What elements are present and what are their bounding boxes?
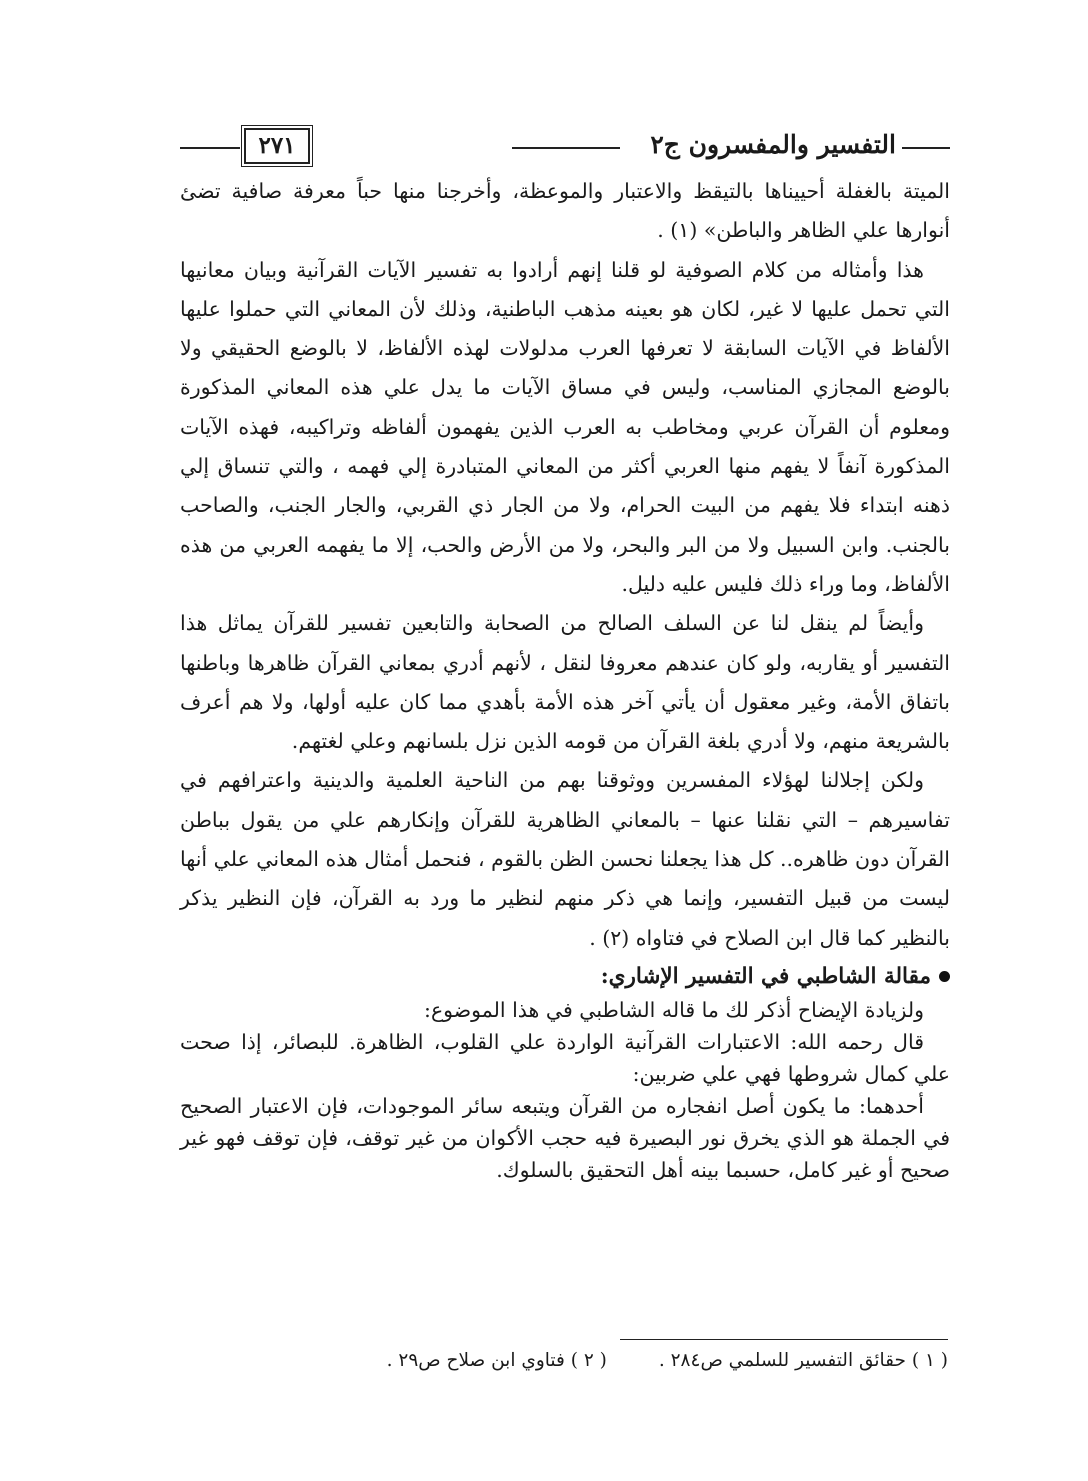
paragraph-first-type: أحدهما: ما يكون أصل انفجاره من القرآن ويتبعه سائر الموجودات، فإن الاعتبار الصحيح في الجملة هو الذي يخرق نور البصيرة فيه حجب الأكوان من غير توقف، فإن توقف فهو غير صحيح أو غير كامل، حسبما بينه أهل التحقيق بالسلوك. <box>180 1093 950 1182</box>
header-rule-left <box>180 147 240 149</box>
footnote-2: ( ٢ ) فتاوي ابن صلاح ص٢٩ . <box>386 1350 607 1371</box>
footnote-separator <box>620 1339 948 1340</box>
paragraph-salaf: وأيضاً لم ينقل لنا عن السلف الصالح من الصحابة والتابعين تفسير للقرآن يماثل هذا التفسير أو يقاربه، ولو كان عندهم معروفا لنقل ، لأنهم أدري بمعاني القرآن ظاهرها وباطنها باتفاق الأمة، وغير معقول أن يأتي آخر هذه الأمة بأهدي مما كان عليه أولها، ولا هم أعرف بالشريعة منهم، ولا أدري بلغة القرآن من قومه الذين نزل بلسانهم وعلي لغتهم. <box>180 611 950 754</box>
section-heading <box>180 960 950 994</box>
bullet-icon <box>939 971 950 982</box>
paragraph-sufi-interpretation: هذا وأمثاله من كلام الصوفية لو قلنا إنهم أرادوا به تفسير الآيات القرآنية وبيان معانيها التي تحمل عليها لا غير، لكان هو بعينه مذهب الباطنية، وذلك لأن المعاني التي حملوا عليها الألفاظ في الآيات السابقة لا تعرفها العرب مدلولات لهذه الألفاظ، لا بالوضع الحقيقي ولا بالوضع المجازي المناسب، وليس في مساق الآيات ما يدل علي هذه المعاني المذكورة ومعلوم أن القرآن عربي ومخاطب به العرب الذين يفهمون ألفاظه وتراكيبه، فهذه الآيات المذكورة آنفاً لا يفهم منها العربي أكثر من المعاني المتبادرة إلي فهمه ، والتي تنساق إلي ذهنه ابتداء فلا يفهم من البيت الحرام، ولا من الجار ذي القربي، والجار الجنب، والصاحب بالجنب. وابن السبيل ولا من البر والبحر، ولا من الأرض والحب، إلا ما يفهمه العربي من هذه الألفاظ، وما وراء ذلك فليس عليه دليل. <box>180 257 950 596</box>
book-title: التفسير والمفسرون ج٢ <box>650 130 896 159</box>
footnote-1: ( ١ ) حقائق التفسير للسلمي ص٢٨٤ . <box>658 1350 948 1371</box>
running-header <box>180 128 950 168</box>
paragraph-good-faith: ولكن إجلالنا لهؤلاء المفسرين ووثوقنا بهم من الناحية العلمية والدينية واعترافهم في تفاسيرهم – التي نقلنا عنها – بالمعاني الظاهرية للقرآن وإنكارهم علي من يقول بباطن القرآن دون ظاهره.. كل هذا يجعلنا نحسن الظن بالقوم ، فنحمل أمثال هذه المعاني علي أنها ليست من قبيل التفسير، وإنما هي ذكر منهم لنظير ما ورد به القرآن، فإن النظير يذكر بالنظير كما قال ابن الصلاح في فتاواه (٢) . <box>180 768 950 950</box>
paragraph-continuation: الميتة بالغفلة أحييناها بالتيقظ والاعتبار والموعظة، وأخرجنا منها حباً معرفة صافية تضئ أنوارها علي الظاهر والباطن» (١) . <box>180 179 950 243</box>
section-heading-text: مقالة الشاطبي في التفسير الإشاري: <box>600 963 931 989</box>
body-text <box>180 172 950 1186</box>
header-rule-right <box>902 147 950 149</box>
page-number: ٢٧١ <box>244 128 310 164</box>
footnotes <box>248 1350 948 1371</box>
paragraph-intro-shatibi: ولزيادة الإيضاح أذكر لك ما قاله الشاطبي في هذا الموضوع: <box>424 997 924 1022</box>
paragraph-shatibi-quote: قال رحمه الله: الاعتبارات القرآنية الواردة علي القلوب، الظاهرة. للبصائر، إذا صحت علي كمال شروطها فهي علي ضربين: <box>180 1029 950 1086</box>
header-rule-middle <box>512 147 620 149</box>
